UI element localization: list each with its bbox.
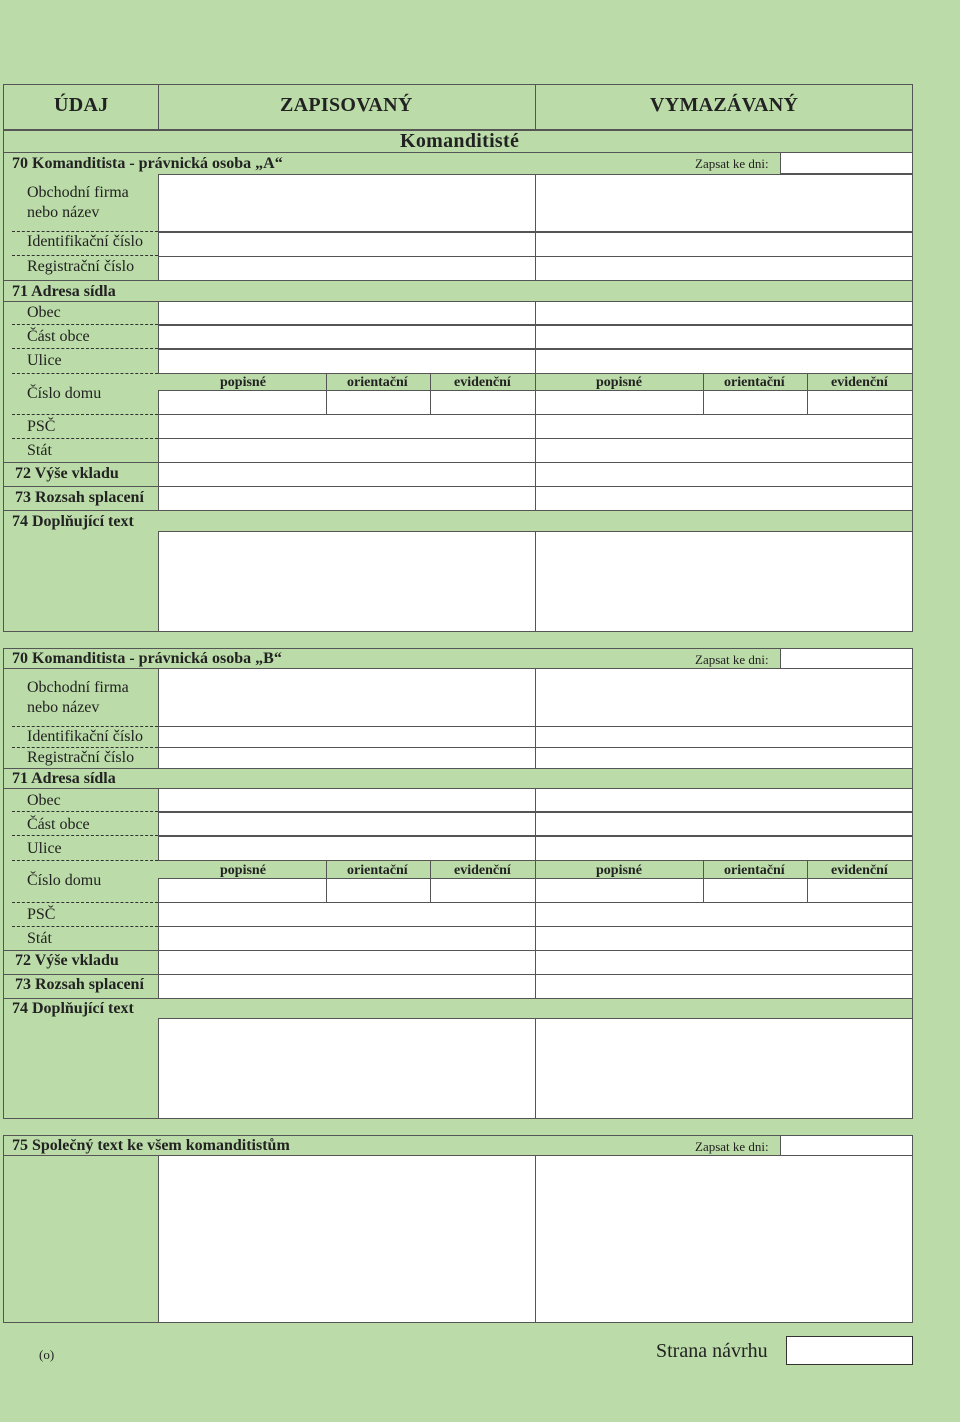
section-b-title: 70 Komanditista - právnická osoba „B“	[12, 650, 282, 667]
b-orientacni-vymaz[interactable]	[703, 878, 808, 903]
a-ico-zapis[interactable]	[158, 232, 536, 257]
b-vklad-vymaz[interactable]	[535, 950, 913, 975]
section-b-zapsat-date-field[interactable]	[780, 648, 913, 669]
a-col-popisne-2: popisné	[596, 375, 642, 390]
b-orientacni-zapis[interactable]	[326, 878, 431, 903]
section-title: Komanditisté	[400, 130, 520, 152]
common-text-zapis[interactable]	[158, 1155, 536, 1323]
b-col-popisne-1: popisné	[220, 863, 266, 878]
label-identifikacni-cislo: Identifikační číslo	[27, 728, 143, 745]
section-a-title: 70 Komanditista - právnická osoba „A“	[12, 155, 283, 172]
a-evidencni-vymaz[interactable]	[807, 390, 913, 415]
a-vklad-zapis[interactable]	[158, 462, 536, 487]
label-cislo-domu: Číslo domu	[27, 872, 102, 889]
a-text-vymaz[interactable]	[535, 531, 913, 632]
label-adresa-sidla: 71 Adresa sídla	[12, 283, 116, 300]
label-adresa-sidla: 71 Adresa sídla	[12, 770, 116, 787]
a-firma-vymaz[interactable]	[535, 174, 913, 232]
header-udaj: ÚDAJ	[54, 94, 109, 116]
a-psc-zapis[interactable]	[158, 414, 536, 439]
label-psc: PSČ	[27, 418, 56, 435]
common-text-vymaz[interactable]	[535, 1155, 913, 1323]
label-obec: Obec	[27, 792, 61, 809]
label-rozsah-splaceni: 73 Rozsah splacení	[15, 976, 144, 993]
a-vklad-vymaz[interactable]	[535, 462, 913, 487]
b-text-zapis[interactable]	[158, 1018, 536, 1119]
b-col-orientacni-1: orientační	[347, 863, 408, 878]
b-splaceni-zapis[interactable]	[158, 974, 536, 999]
label-vyse-vkladu: 72 Výše vkladu	[15, 952, 119, 969]
label-obchodni-firma: Obchodní firma	[27, 679, 129, 696]
page-number-field[interactable]	[786, 1336, 913, 1365]
label-psc: PSČ	[27, 906, 56, 923]
a-stat-zapis[interactable]	[158, 438, 536, 463]
b-cast-obce-vymaz[interactable]	[535, 812, 913, 836]
header-vymazavany: VYMAZÁVANÝ	[650, 94, 799, 116]
label-obchodni-firma: Obchodní firma	[27, 184, 129, 201]
label-obec: Obec	[27, 304, 61, 321]
a-cast-obce-vymaz[interactable]	[535, 325, 913, 349]
a-orientacni-zapis[interactable]	[326, 390, 431, 415]
common-zapsat-date-field[interactable]	[780, 1135, 913, 1156]
b-psc-vymaz[interactable]	[535, 902, 913, 927]
label-nebo-nazev: nebo název	[27, 699, 100, 716]
label-doplnujici-text: 74 Doplňující text	[12, 513, 134, 530]
a-col-orientacni-2: orientační	[724, 375, 785, 390]
b-popisne-vymaz[interactable]	[535, 878, 704, 903]
label-nebo-nazev: nebo název	[27, 204, 100, 221]
label-cast-obce: Část obce	[27, 328, 90, 345]
b-ico-vymaz[interactable]	[535, 726, 913, 748]
b-cast-obce-zapis[interactable]	[158, 812, 536, 836]
b-evidencni-zapis[interactable]	[430, 878, 536, 903]
a-psc-vymaz[interactable]	[535, 414, 913, 439]
b-firma-vymaz[interactable]	[535, 668, 913, 727]
label-ulice: Ulice	[27, 840, 62, 857]
b-popisne-zapis[interactable]	[158, 878, 327, 903]
label-stat: Stát	[27, 442, 52, 459]
header-zapisovany: ZAPISOVANÝ	[280, 94, 413, 116]
b-evidencni-vymaz[interactable]	[807, 878, 913, 903]
a-col-orientacni-1: orientační	[347, 375, 408, 390]
a-text-zapis[interactable]	[158, 531, 536, 632]
b-obec-zapis[interactable]	[158, 788, 536, 812]
b-obec-vymaz[interactable]	[535, 788, 913, 812]
section-a-zapsat-label: Zapsat ke dni:	[695, 156, 769, 171]
b-col-orientacni-2: orientační	[724, 863, 785, 878]
label-ulice: Ulice	[27, 352, 62, 369]
label-registracni-cislo: Registrační číslo	[27, 749, 135, 766]
label-identifikacni-cislo: Identifikační číslo	[27, 233, 143, 250]
common-text-title: 75 Společný text ke všem komanditistům	[12, 1137, 290, 1154]
label-doplnujici-text: 74 Doplňující text	[12, 1000, 134, 1017]
a-cast-obce-zapis[interactable]	[158, 325, 536, 349]
b-psc-zapis[interactable]	[158, 902, 536, 927]
a-orientacni-vymaz[interactable]	[703, 390, 808, 415]
b-splaceni-vymaz[interactable]	[535, 974, 913, 999]
a-firma-zapis[interactable]	[158, 174, 536, 232]
a-splaceni-zapis[interactable]	[158, 486, 536, 511]
b-col-popisne-2: popisné	[596, 863, 642, 878]
b-col-evidencni-2: evidenční	[831, 863, 888, 878]
a-reg-zapis[interactable]	[158, 256, 536, 281]
a-col-popisne-1: popisné	[220, 375, 266, 390]
b-text-vymaz[interactable]	[535, 1018, 913, 1119]
footer-strana-label: Strana návrhu	[656, 1340, 768, 1362]
b-ico-zapis[interactable]	[158, 726, 536, 748]
label-registracni-cislo: Registrační číslo	[27, 258, 135, 275]
a-stat-vymaz[interactable]	[535, 438, 913, 463]
b-reg-zapis[interactable]	[158, 747, 536, 769]
a-popisne-vymaz[interactable]	[535, 390, 704, 415]
b-vklad-zapis[interactable]	[158, 950, 536, 975]
b-reg-vymaz[interactable]	[535, 747, 913, 769]
a-col-evidencni-1: evidenční	[454, 375, 511, 390]
b-firma-zapis[interactable]	[158, 668, 536, 727]
label-vyse-vkladu: 72 Výše vkladu	[15, 465, 119, 482]
b-ulice-zapis[interactable]	[158, 836, 536, 861]
label-stat: Stát	[27, 930, 52, 947]
b-stat-vymaz[interactable]	[535, 926, 913, 951]
section-a-zapsat-date-field[interactable]	[780, 152, 913, 174]
section-b-zapsat-label: Zapsat ke dni:	[695, 652, 769, 667]
common-zapsat-label: Zapsat ke dni:	[695, 1139, 769, 1154]
a-ico-vymaz[interactable]	[535, 232, 913, 257]
label-cast-obce: Část obce	[27, 816, 90, 833]
label-rozsah-splaceni: 73 Rozsah splacení	[15, 489, 144, 506]
label-cislo-domu: Číslo domu	[27, 385, 102, 402]
a-obec-zapis[interactable]	[158, 301, 536, 325]
a-popisne-zapis[interactable]	[158, 390, 327, 415]
b-col-evidencni-1: evidenční	[454, 863, 511, 878]
a-col-evidencni-2: evidenční	[831, 375, 888, 390]
a-evidencni-zapis[interactable]	[430, 390, 536, 415]
b-stat-zapis[interactable]	[158, 926, 536, 951]
a-ulice-vymaz[interactable]	[535, 349, 913, 374]
a-ulice-zapis[interactable]	[158, 349, 536, 374]
a-reg-vymaz[interactable]	[535, 256, 913, 281]
b-ulice-vymaz[interactable]	[535, 836, 913, 861]
footer-mark: (o)	[39, 1347, 55, 1362]
a-splaceni-vymaz[interactable]	[535, 486, 913, 511]
a-obec-vymaz[interactable]	[535, 301, 913, 325]
